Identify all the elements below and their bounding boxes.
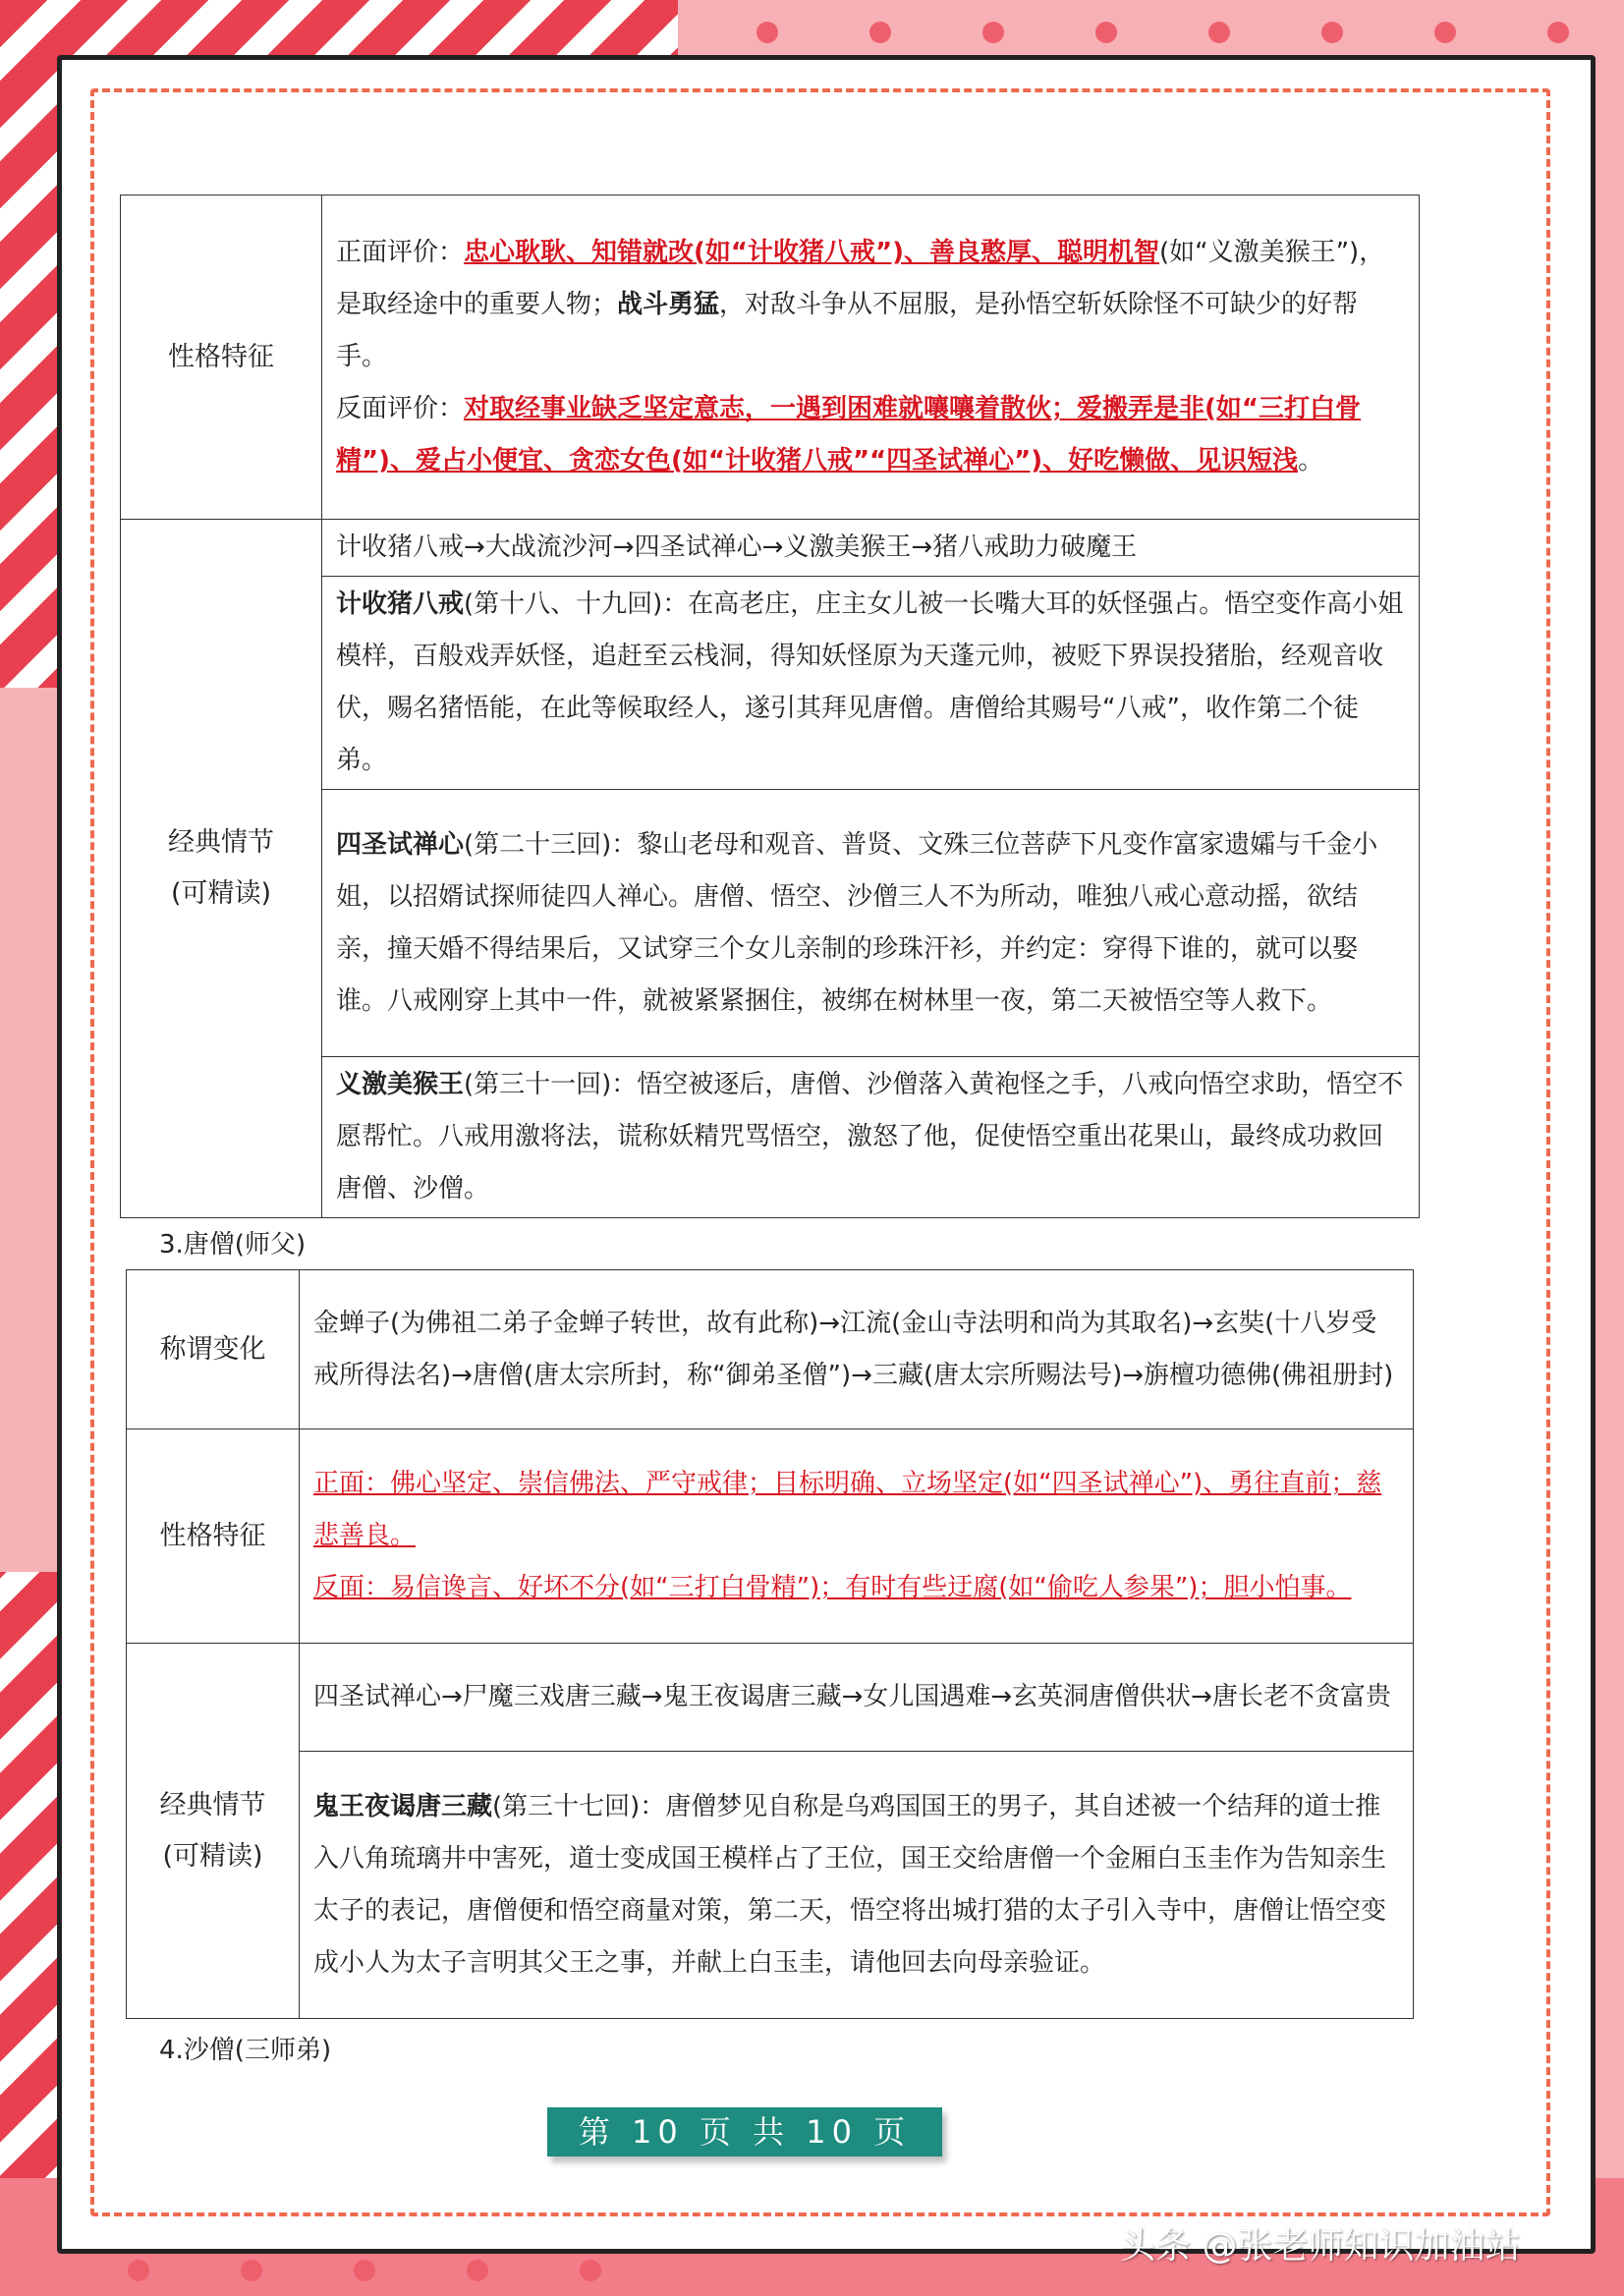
positive-traits: 正面：佛心坚定、崇信佛法、严守戒律；目标明确、立场坚定(如“四圣试禅心”)、勇往直前；慈悲善良。 <box>313 1469 1382 1550</box>
table-row <box>127 1429 1414 1644</box>
decor-dot <box>1208 22 1230 43</box>
positive-rest: (如“义激美猴王”)，是取经途中的重要人物； <box>336 238 1385 319</box>
table-row <box>127 1752 1414 2019</box>
plot-title: 义激美猴王 <box>336 1070 465 1099</box>
decor-dot <box>1547 22 1569 43</box>
bajie-table <box>120 195 1420 1218</box>
negative-traits: 反面：易信谗言、好坏不分(如“三打白骨精”)；有时有些迂腐(如“偷吃人参果”)；胆小怕事。 <box>313 1573 1352 1602</box>
decor-dot <box>354 2260 375 2281</box>
plot-text: (第三十一回)：悟空被逐后，唐僧、沙僧落入黄袍怪之手，八戒向悟空求助，悟空不愿帮忙。八戒用激将法，谎称妖精咒骂悟空，激怒了他，促使悟空重出花果山，最终成功救回唐僧、沙僧。 <box>336 1070 1404 1204</box>
decor-dot <box>1095 22 1117 43</box>
section-heading: 4.沙僧(三师弟) <box>159 2036 332 2065</box>
plot-label-cell <box>127 1644 300 2019</box>
name-text: 金蝉子(为佛祖二弟子金蝉子转世，故有此称)→江流(金山寺法明和尚为其取名)→玄奘(十八岁受戒所得法名)→唐僧(唐太宗所封，称“御弟圣僧”)→三藏(唐太宗所赐法号)→旃檀功德佛(佛祖册封) <box>300 1270 1414 1429</box>
plot-sub-label: (可精读) <box>170 878 272 909</box>
decor-dot <box>1434 22 1456 43</box>
plot-summary: 四圣试禅心→尸魔三戏唐三藏→鬼王夜谒唐三藏→女儿国遇难→玄英洞唐僧供状→唐长老不贪富贵 <box>300 1644 1414 1752</box>
negative-prefix: 反面评价： <box>336 394 465 423</box>
plot-item <box>322 1057 1420 1218</box>
plot-label: 经典情节 <box>168 827 274 858</box>
table-row <box>121 196 1420 520</box>
plot-title: 计收猪八戒 <box>336 589 465 619</box>
character-cell <box>322 196 1420 520</box>
plot-text: (第三十七回)：唐僧梦见自称是乌鸡国国王的男子，其自述被一个结拜的道士推入八角琉璃井中害死，道士变成国王模样占了王位，国王交给唐僧一个金厢白玉圭作为告知亲生太子的表记，唐僧便和悟空商量对策，第二天，悟空将出城打猎的太子引入寺中，唐僧让悟空变成小人为太子言明其父王之事，并献上白玉圭，请他回去向母亲验证。 <box>313 1791 1387 1978</box>
table-row <box>127 1270 1414 1429</box>
plot-text: (第十八、十九回)：在高老庄，庄主女儿被一长嘴大耳的妖怪强占。悟空变作高小姐模样，百般戏弄妖怪，追赶至云栈洞，得知妖怪原为天蓬元帅，被贬下界误投猪胎，经观音收伏，赐名猪悟能，在此等候取经人，遂引其拜见唐僧。唐僧给其赐号“八戒”，收作第二个徒弟。 <box>336 589 1404 775</box>
decor-dot <box>128 2260 149 2281</box>
decor-dot <box>982 22 1004 43</box>
plot-item <box>322 577 1420 790</box>
decor-dot <box>467 2260 488 2281</box>
plot-title: 四圣试禅心 <box>336 829 465 860</box>
character-label: 性格特征 <box>121 196 322 520</box>
positive-tail: ，对敌斗争从不屈服，是孙悟空斩妖除怪不可缺少的好帮手。 <box>336 290 1359 371</box>
plot-text: (第二十三回)：黎山老母和观音、普贤、文殊三位菩萨下凡变作富家遗孀与千金小姐，以招婿试探师徒四人禅心。唐僧、悟空、沙僧三人不为所动，唯独八戒心意动摇，欲结亲，撞天婚不得结果后，又试穿三个女儿亲制的珍珠汗衫，并约定：穿得下谁的，就可以娶谁。八戒刚穿上其中一件，就被紧紧捆住，被绑在树林里一夜，第二天被悟空等人救下。 <box>336 829 1378 1016</box>
tangseng-table <box>126 1269 1414 2019</box>
plot-label: 经典情节 <box>159 1789 266 1820</box>
character-label: 性格特征 <box>127 1429 300 1644</box>
plot-label-cell <box>121 520 322 1218</box>
name-label: 称谓变化 <box>127 1270 300 1429</box>
section-heading: 3.唐僧(师父) <box>159 1230 307 1260</box>
decor-dot <box>580 2260 601 2281</box>
left-pink-band <box>0 688 59 1572</box>
positive-bold: 战斗勇猛 <box>617 290 720 319</box>
positive-traits: 忠心耿耿、知错就改(如“计收猪八戒”)、善良憨厚、聪明机智 <box>464 238 1159 267</box>
table-row <box>121 520 1420 577</box>
negative-traits: 对取经事业缺乏坚定意志，一遇到困难就嚷嚷着散伙；爱搬弄是非(如“三打白骨精”)、爱占小便宜、贪恋女色(如“计收猪八戒”“四圣试禅心”)、好吃懒做、见识短浅 <box>336 394 1361 476</box>
plot-summary: 计收猪八戒→大战流沙河→四圣试禅心→义激美猴王→猪八戒助力破魔王 <box>322 520 1420 577</box>
decor-dot <box>241 2260 262 2281</box>
decor-dot <box>1321 22 1343 43</box>
decor-dot <box>869 22 891 43</box>
table-row <box>127 1644 1414 1752</box>
plot-item <box>322 790 1420 1057</box>
page-number: 第 10 页 共 10 页 <box>547 2107 942 2156</box>
character-cell <box>300 1429 1414 1644</box>
watermark: 头条 @张老师知识加油站 <box>1120 2226 1521 2267</box>
plot-sub-label: (可精读) <box>162 1840 263 1872</box>
negative-end: 。 <box>1298 446 1324 476</box>
decor-dot <box>756 22 778 43</box>
plot-item <box>300 1752 1414 2019</box>
positive-prefix: 正面评价： <box>336 238 465 267</box>
plot-title: 鬼王夜谒唐三藏 <box>313 1791 493 1821</box>
